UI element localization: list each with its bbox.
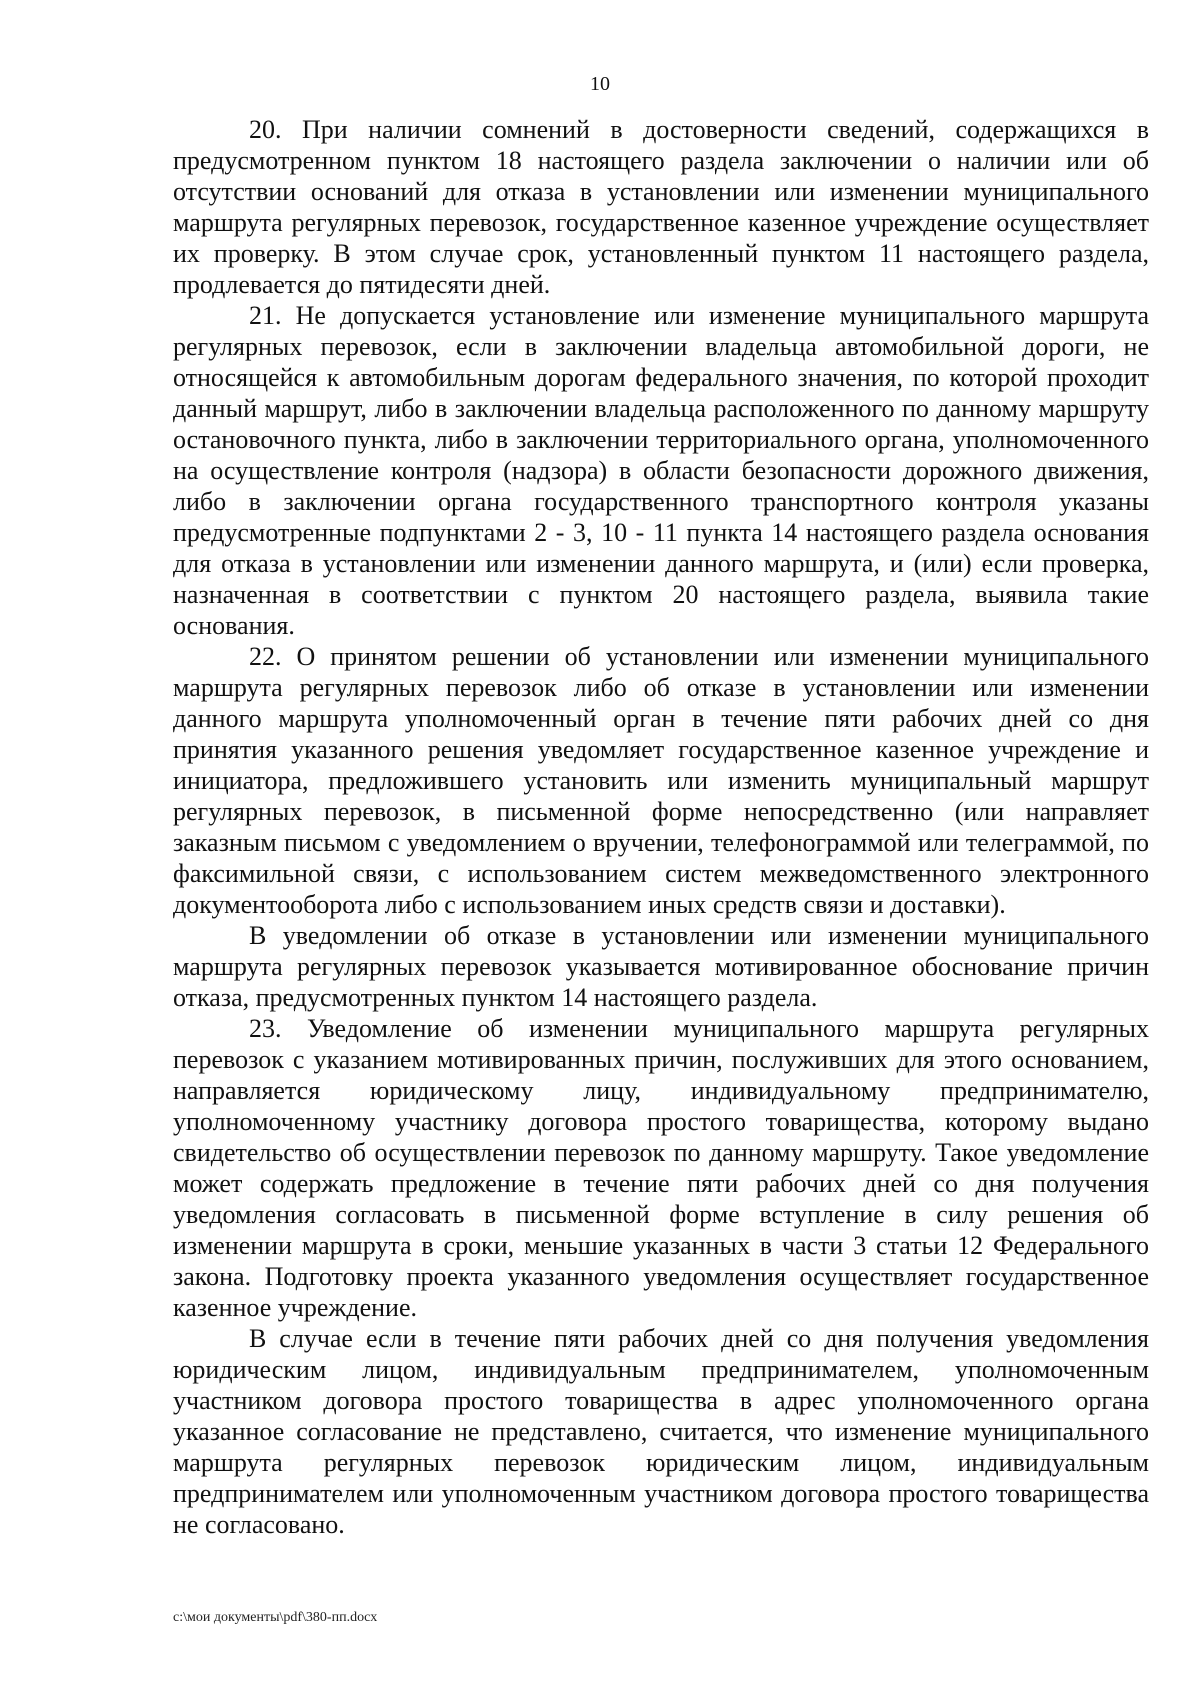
footer-file-path: c:\мои документы\pdf\380-пп.docx: [173, 1610, 378, 1625]
page-number: 10: [590, 73, 610, 95]
paragraph-20: 20. При наличии сомнений в достоверности сведений, содержащихся в предусмотренном пунктом 18 настоящего раздела заключении о наличии или об отсутствии оснований для отказа в установлении или изменении муниципального маршрута регулярных перевозок, государственное казенное учреждение осуществляет их проверку. В этом случае срок, установленный пунктом 11 настоящего раздела, продлевается до пятидесяти дней.: [173, 115, 1149, 299]
paragraph-21: 21. Не допускается установление или изменение муниципального маршрута регулярных перевозок, если в заключении владельца автомобильной дороги, не относящейся к автомобильным дорогам федерального значения, по которой проходит данный маршрут, либо в заключении владельца расположенного по данному маршруту остановочного пункта, либо в заключении территориального органа, уполномоченного на осуществление контроля (надзора) в области безопасности дорожного движения, либо в заключении органа государственного транспортного контроля указаны предусмотренные подпунктами 2 - 3, 10 - 11 пункта 14 настоящего раздела основания для отказа в установлении или изменении данного маршрута, и (или) если проверка, назначенная в соответствии с пунктом 20 настоящего раздела, выявила такие основания.: [173, 301, 1149, 640]
paragraph-22-refusal-notice: В уведомлении об отказе в установлении или изменении муниципального маршрута регулярных перевозок указывается мотивированное обоснование причин отказа, предусмотренных пунктом 14 настоящего раздела.: [173, 921, 1149, 1012]
paragraph-23-consent-clause: В случае если в течение пяти рабочих дней со дня получения уведомления юридическим лицом, индивидуальным предпринимателем, уполномоченным участником договора простого товарищества в адрес уполномоченного органа указанное согласование не представлено, считается, что изменение муниципального маршрута регулярных перевозок юридическим лицом, индивидуальным предпринимателем или уполномоченным участником договора простого товарищества не согласовано.: [173, 1324, 1149, 1539]
paragraph-23: 23. Уведомление об изменении муниципального маршрута регулярных перевозок с указанием мотивированных причин, послуживших для этого основанием, направляется юридическому лицу, индивидуальному предпринимателю, уполномоченному участнику договора простого товарищества, которому выдано свидетельство об осуществлении перевозок по данному маршруту. Такое уведомление может содержать предложение в течение пяти рабочих дней со дня получения уведомления согласовать в письменной форме вступление в силу решения об изменении маршрута в сроки, меньшие указанных в части 3 статьи 12 Федерального закона. Подготовку проекта указанного уведомления осуществляет государственное казенное учреждение.: [173, 1014, 1149, 1322]
paragraph-22: 22. О принятом решении об установлении или изменении муниципального маршрута регулярных перевозок либо об отказе в установлении или изменении данного маршрута уполномоченный орган в течение пяти рабочих дней со дня принятия указанного решения уведомляет государственное казенное учреждение и инициатора, предложившего установить или изменить муниципальный маршрут регулярных перевозок, в письменной форме непосредственно (или направляет заказным письмом с уведомлением о вручении, телефонограммой или телеграммой, по факсимильной связи, с использованием систем межведомственного электронного документооборота либо с использованием иных средств связи и доставки).: [173, 642, 1149, 919]
document-body: [173, 114, 1149, 1540]
